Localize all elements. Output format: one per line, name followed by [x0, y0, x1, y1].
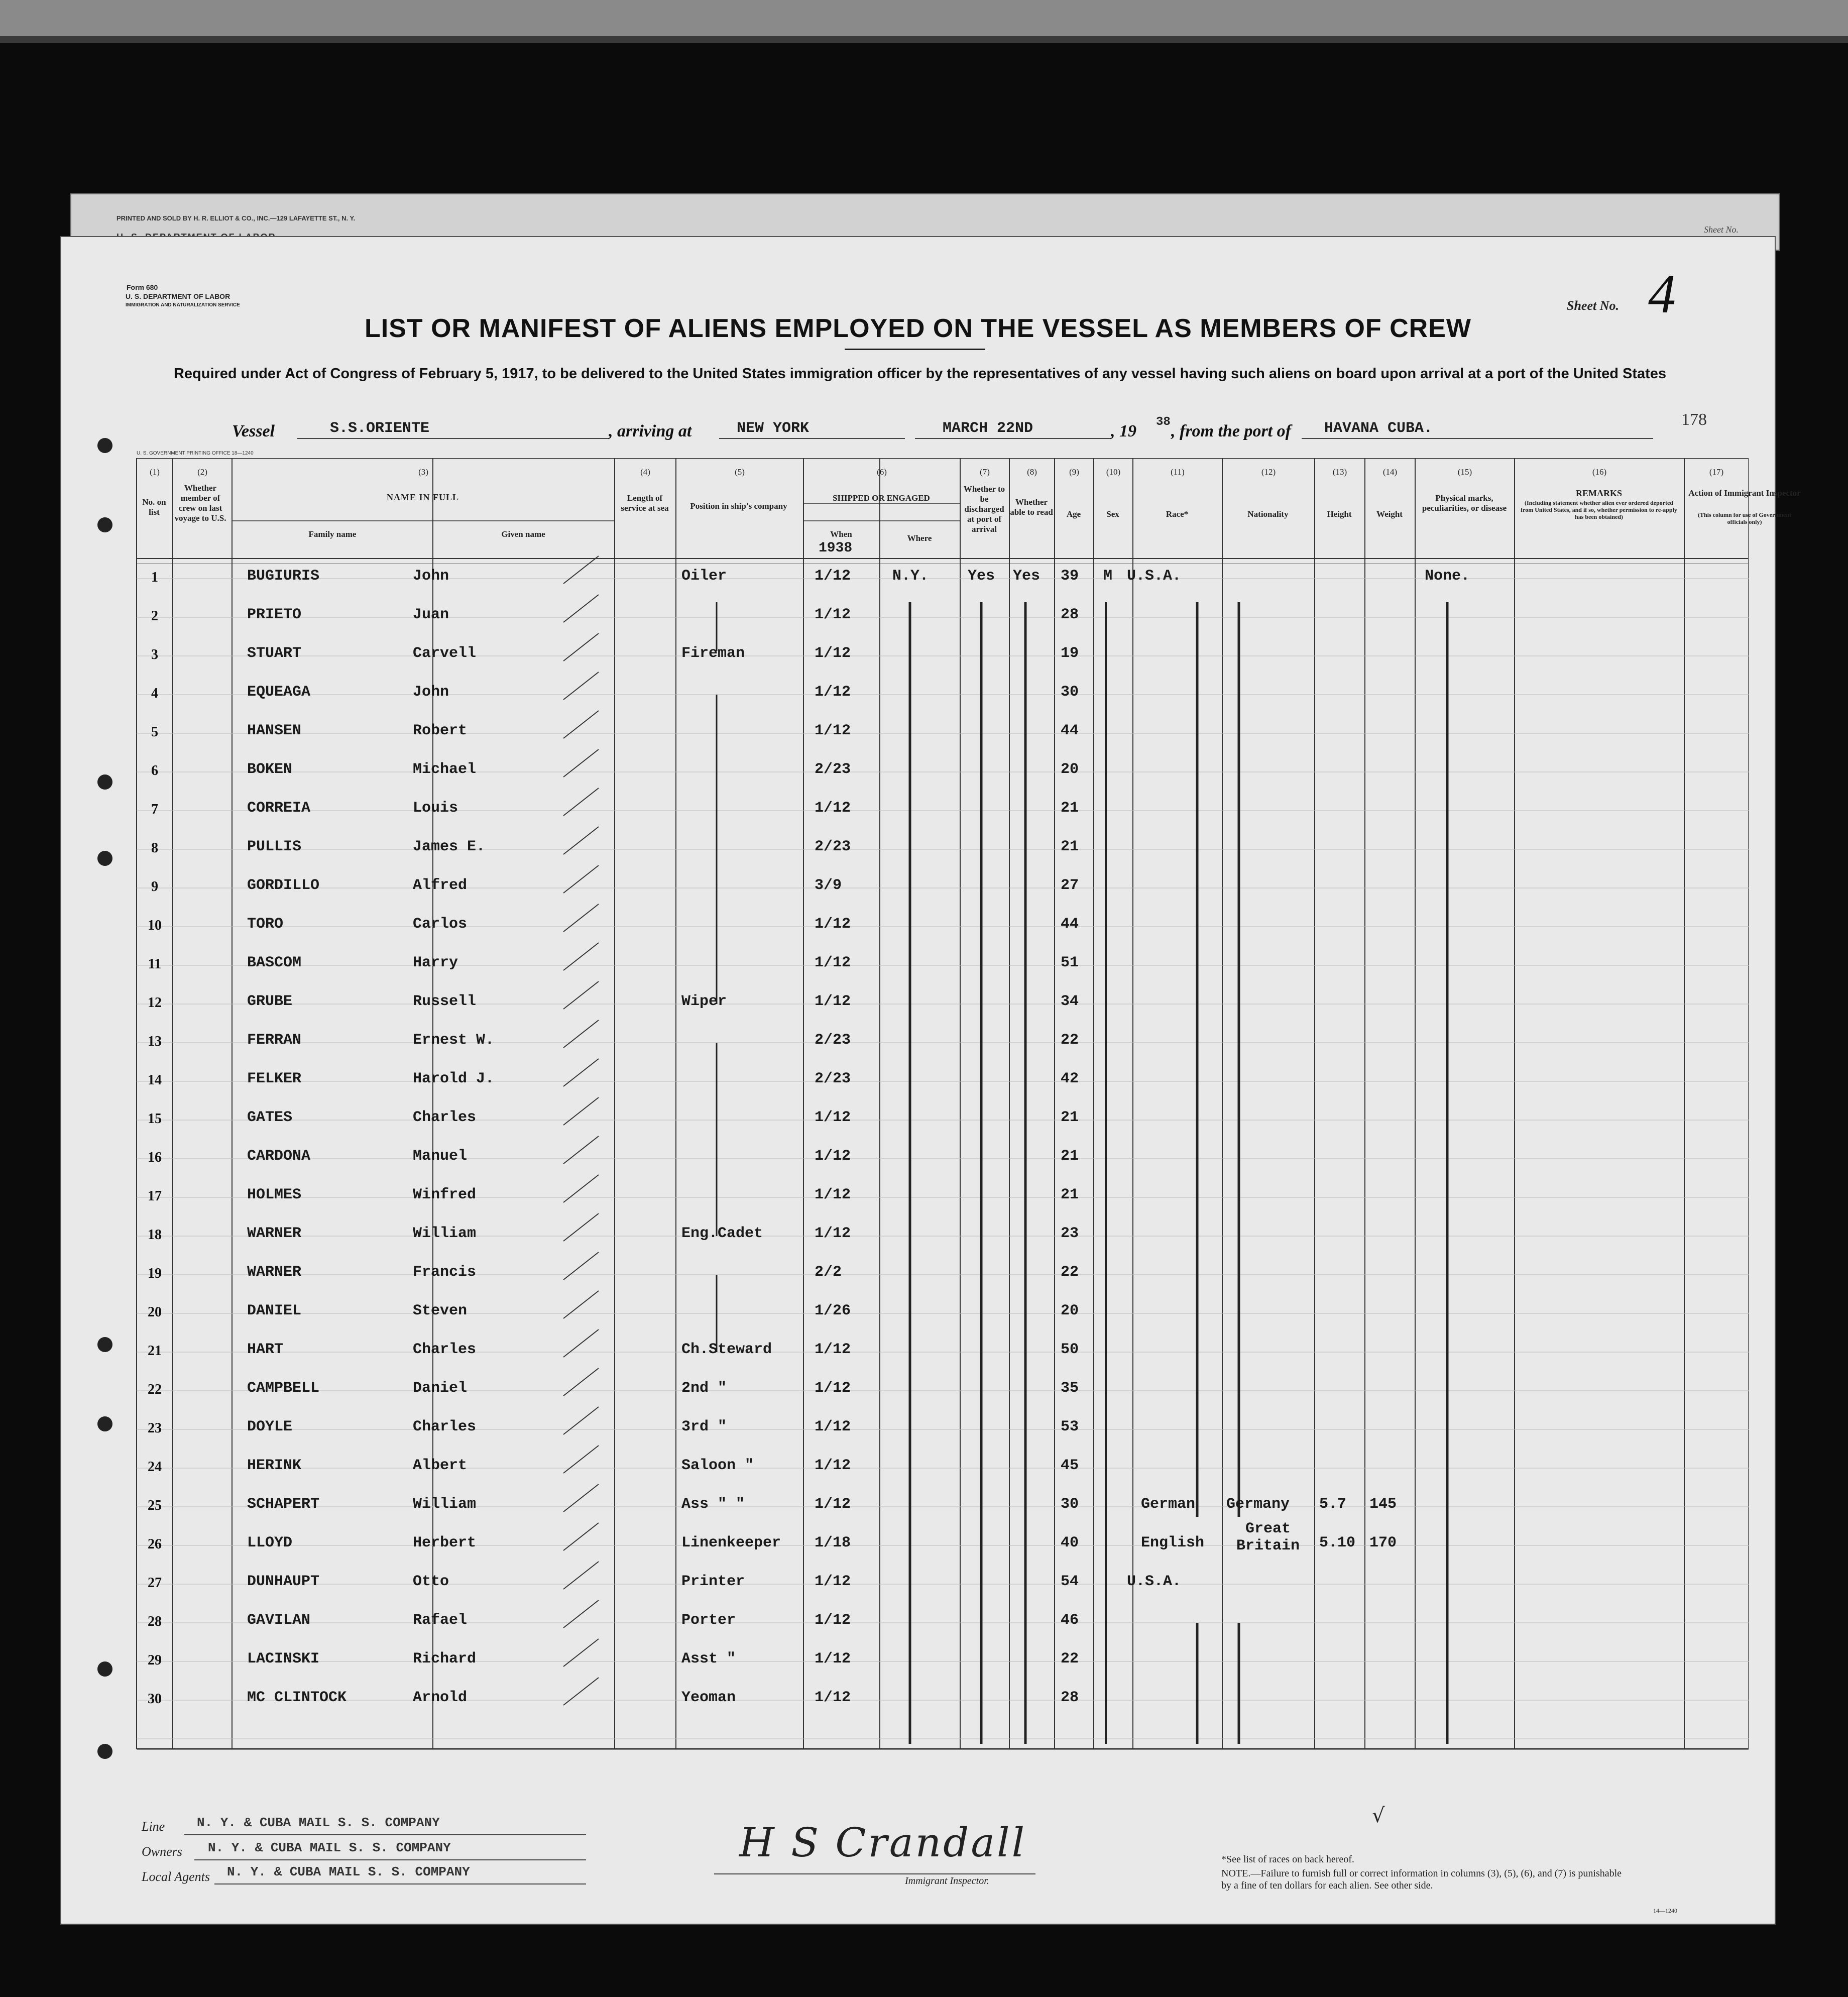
family-name: DOYLE	[247, 1418, 293, 1435]
age: 23	[1061, 1225, 1079, 1242]
family-name: PULLIS	[247, 838, 302, 855]
colnum-1: (1)	[150, 467, 160, 477]
age: 27	[1061, 877, 1079, 894]
header-name-in-full: NAME IN FULL	[386, 492, 459, 502]
form-code: 14—1240	[1653, 1907, 1677, 1914]
check-stroke-icon	[563, 788, 599, 816]
age: 40	[1061, 1534, 1079, 1551]
colnum-14: (14)	[1382, 467, 1398, 477]
shipped-when: 1/12	[815, 1650, 851, 1668]
position: Yeoman	[681, 1689, 736, 1706]
given-name: Richard	[413, 1650, 477, 1668]
age: 22	[1061, 1650, 1079, 1668]
age: 42	[1061, 1070, 1079, 1087]
header-length-service: Length of service at sea	[621, 493, 669, 513]
shipped-when: 2/23	[815, 838, 851, 855]
row-number: 20	[148, 1304, 162, 1320]
position: Printer	[681, 1573, 745, 1590]
shipped-when: 1/12	[815, 1225, 851, 1242]
family-name: GRUBE	[247, 993, 293, 1010]
header-remarks-sub: (Including statement whether alien ever ordered deported from United States, and if so, whether permission to re-apply has been obtained)	[1521, 499, 1677, 520]
family-name: SCHAPERT	[247, 1496, 320, 1513]
row-number: 22	[148, 1382, 162, 1397]
weight: 145	[1369, 1496, 1397, 1513]
race: English	[1141, 1534, 1205, 1551]
shipped-when: 1/26	[815, 1302, 851, 1319]
shipped-when: 1/12	[815, 954, 851, 971]
family-name: DUNHAUPT	[247, 1573, 320, 1590]
position: Fireman	[681, 645, 745, 662]
sheet-label: Sheet No.	[1567, 298, 1619, 313]
family-name: CORREIA	[247, 800, 311, 817]
family-name: WARNER	[247, 1264, 302, 1281]
header-no-on-list: No. on list	[142, 497, 166, 517]
given-name: Winfred	[413, 1186, 477, 1203]
form-service: IMMIGRATION AND NATURALIZATION SERVICE	[126, 302, 240, 308]
inspector-label: Immigrant Inspector.	[905, 1875, 989, 1887]
shipped-when: 1/12	[815, 1148, 851, 1165]
age: 50	[1061, 1341, 1079, 1358]
header-sex: Sex	[1106, 509, 1119, 519]
given-name: Louis	[413, 800, 458, 817]
check-stroke-icon	[563, 1136, 599, 1164]
year-suffix: 38	[1156, 415, 1171, 429]
check-stroke-icon	[563, 1484, 599, 1512]
row-number: 6	[151, 763, 158, 779]
shipped-when: 1/12	[815, 1341, 851, 1358]
vessel-name: S.S.ORIENTE	[330, 420, 430, 437]
family-name: HOLMES	[247, 1186, 302, 1203]
scan-top-shadow	[0, 36, 1848, 43]
family-name: HERINK	[247, 1457, 302, 1474]
physical-marks: None.	[1425, 568, 1470, 585]
row-number: 27	[148, 1575, 162, 1591]
family-name: GATES	[247, 1109, 293, 1126]
check-stroke-icon	[563, 904, 599, 932]
shipped-when: 1/12	[815, 1109, 851, 1126]
given-name: William	[413, 1225, 477, 1242]
row-number: 1	[151, 570, 158, 585]
row-number: 25	[148, 1498, 162, 1513]
binder-hole-icon	[97, 1416, 112, 1431]
row-number: 23	[148, 1420, 162, 1436]
age: 20	[1061, 1302, 1079, 1319]
given-name: William	[413, 1496, 477, 1513]
age: 21	[1061, 800, 1079, 817]
position: Ass " "	[681, 1496, 745, 1513]
races-note: *See list of races on back hereof.	[1221, 1854, 1354, 1865]
page-title: LIST OR MANIFEST OF ALIENS EMPLOYED ON THE VESSEL AS MEMBERS OF CREW	[365, 314, 1471, 343]
row-number: 2	[151, 608, 158, 624]
family-name: BOKEN	[247, 761, 293, 778]
row-number: 4	[151, 686, 158, 701]
shipped-when: 2/23	[815, 761, 851, 778]
check-stroke-icon	[563, 1329, 599, 1357]
check-stroke-icon	[563, 1523, 599, 1550]
position: Linenkeeper	[681, 1534, 781, 1551]
age: 20	[1061, 761, 1079, 778]
agents-underline	[214, 1883, 586, 1884]
family-name: DANIEL	[247, 1302, 302, 1319]
binder-hole-icon	[97, 1337, 112, 1352]
check-stroke-icon	[563, 827, 599, 854]
given-name: Arnold	[413, 1689, 468, 1706]
family-name: LACINSKI	[247, 1650, 320, 1668]
family-name: STUART	[247, 645, 302, 662]
position: Ch.Steward	[681, 1341, 772, 1358]
age: 54	[1061, 1573, 1079, 1590]
header-discharged: Whether to be discharged at port of arrival	[963, 484, 1005, 534]
age: 21	[1061, 1109, 1079, 1126]
header-nationality: Nationality	[1247, 509, 1289, 519]
header-where: Where	[907, 533, 932, 543]
header-remarks: REMARKS	[1575, 488, 1622, 498]
check-stroke-icon	[563, 556, 599, 584]
colnum-9: (9)	[1069, 467, 1079, 477]
family-name: MC CLINTOCK	[247, 1689, 347, 1706]
row-number: 26	[148, 1536, 162, 1552]
position: Saloon "	[681, 1457, 754, 1474]
shipped-when: 2/23	[815, 1070, 851, 1087]
family-name: WARNER	[247, 1225, 302, 1242]
owners-value: N. Y. & CUBA MAIL S. S. COMPANY	[208, 1840, 451, 1855]
age: 51	[1061, 954, 1079, 971]
shipped-when: 1/12	[815, 1457, 851, 1474]
check-mark-icon: √	[1372, 1804, 1385, 1827]
row-number: 18	[148, 1227, 162, 1243]
given-name: Steven	[413, 1302, 468, 1319]
family-name: PRIETO	[247, 606, 302, 623]
check-stroke-icon	[563, 1175, 599, 1202]
shipped-when: 1/12	[815, 722, 851, 739]
year-prefix: , 19	[1111, 422, 1136, 440]
check-stroke-icon	[563, 633, 599, 661]
given-name: Harry	[413, 954, 458, 971]
check-stroke-icon	[563, 672, 599, 700]
shipped-when: 1/12	[815, 568, 851, 585]
age: 21	[1061, 838, 1079, 855]
age: 53	[1061, 1418, 1079, 1435]
form-dept: U. S. DEPARTMENT OF LABOR	[126, 292, 230, 300]
line-value: N. Y. & CUBA MAIL S. S. COMPANY	[197, 1815, 440, 1830]
shipped-when: 1/12	[815, 1418, 851, 1435]
penalty-note: NOTE.—Failure to furnish full or correct information in columns (3), (5), (6), and (7) is punishable by a fine of ten dollars for each alien. See other side.	[1221, 1868, 1622, 1891]
row-number: 13	[148, 1034, 162, 1049]
given-name: John	[413, 568, 449, 585]
shipped-when: 1/12	[815, 1496, 851, 1513]
colnum-3: (3)	[418, 467, 428, 477]
family-name: CAMPBELL	[247, 1380, 320, 1397]
row-number: 11	[148, 956, 162, 972]
row-number: 30	[148, 1691, 162, 1707]
check-stroke-icon	[563, 1678, 599, 1705]
row-number: 3	[151, 647, 158, 662]
shipped-when: 1/12	[815, 606, 851, 623]
age: 39	[1061, 568, 1079, 585]
line-underline	[184, 1834, 586, 1835]
age: 44	[1061, 722, 1079, 739]
family-name: BASCOM	[247, 954, 302, 971]
given-name: James E.	[413, 838, 486, 855]
header-physical-marks: Physical marks, peculiarities, or disease	[1422, 493, 1507, 513]
row-number: 14	[148, 1072, 162, 1088]
check-stroke-icon	[563, 865, 599, 893]
able-to-read: Yes	[1013, 568, 1041, 585]
header-inspector-action: Action of Immigrant Inspector	[1688, 488, 1801, 498]
printing-office: U. S. GOVERNMENT PRINTING OFFICE 18—1240	[137, 451, 254, 456]
race: German	[1141, 1496, 1196, 1513]
row-number: 8	[151, 840, 158, 856]
page-subtitle: Required under Act of Congress of February 5, 1917, to be delivered to the United States immigration officer by the representatives of any vessel having such aliens on board upon arrival at a port of the United States	[173, 366, 1667, 382]
sex: M	[1103, 568, 1113, 585]
binder-hole-icon	[97, 438, 112, 453]
given-name: Carlos	[413, 916, 468, 933]
row-number: 21	[148, 1343, 162, 1359]
shipped-when: 1/12	[815, 1689, 851, 1706]
nationality: U.S.A.	[1127, 1573, 1182, 1590]
given-name: Charles	[413, 1109, 477, 1126]
shipped-when: 1/12	[815, 916, 851, 933]
check-stroke-icon	[563, 595, 599, 622]
row-number: 19	[148, 1266, 162, 1281]
shipped-when: 1/12	[815, 800, 851, 817]
family-name: CARDONA	[247, 1148, 311, 1165]
header-shipped-engaged: SHIPPED OR ENGAGED	[833, 493, 930, 503]
form-number: Form 680	[127, 283, 158, 291]
given-name: Michael	[413, 761, 477, 778]
check-stroke-icon	[563, 981, 599, 1009]
scan-top-strip	[0, 0, 1848, 36]
colnum-5: (5)	[735, 467, 745, 477]
header-when: When	[830, 529, 852, 539]
check-stroke-icon	[563, 1097, 599, 1125]
age: 30	[1061, 1496, 1079, 1513]
given-name: Herbert	[413, 1534, 477, 1551]
colnum-13: (13)	[1332, 467, 1347, 477]
check-stroke-icon	[563, 1368, 599, 1396]
header-height: Height	[1327, 509, 1352, 519]
given-name: Rafael	[413, 1612, 468, 1629]
binder-hole-icon	[97, 517, 112, 532]
vessel-label: Vessel	[232, 422, 275, 440]
age: 45	[1061, 1457, 1079, 1474]
row-number: 5	[151, 724, 158, 740]
family-name: HANSEN	[247, 722, 302, 739]
given-name: John	[413, 684, 449, 701]
given-name: Charles	[413, 1341, 477, 1358]
check-stroke-icon	[563, 1020, 599, 1048]
age: 34	[1061, 993, 1079, 1010]
given-name: Otto	[413, 1573, 449, 1590]
family-name: HART	[247, 1341, 284, 1358]
age: 22	[1061, 1032, 1079, 1049]
given-name: Francis	[413, 1264, 477, 1281]
height: 5.10	[1319, 1534, 1356, 1551]
inspector-signature: H S Crandall	[739, 1819, 1027, 1866]
arrival-port: NEW YORK	[737, 420, 810, 437]
family-name: BUGIURIS	[247, 568, 320, 585]
discharged: Yes	[968, 568, 995, 585]
owners-label: Owners	[142, 1844, 182, 1859]
check-stroke-icon	[563, 1407, 599, 1434]
row-number: 16	[148, 1150, 162, 1165]
manifest-grid	[111, 458, 1749, 1784]
given-name: Harold J.	[413, 1070, 495, 1087]
arrival-date: MARCH 22ND	[943, 420, 1033, 437]
given-name: Charles	[413, 1418, 477, 1435]
given-name: Robert	[413, 722, 468, 739]
row-number: 12	[148, 995, 162, 1011]
row-number: 24	[148, 1459, 162, 1475]
check-stroke-icon	[563, 1446, 599, 1473]
given-name: Carvell	[413, 645, 477, 662]
header-given-name: Given name	[501, 529, 545, 539]
shipped-when: 1/12	[815, 1573, 851, 1590]
family-name: FERRAN	[247, 1032, 302, 1049]
position: Eng.Cadet	[681, 1225, 763, 1242]
shipped-when: 1/12	[815, 993, 851, 1010]
given-name: Manuel	[413, 1148, 468, 1165]
colnum-16: (16)	[1592, 467, 1607, 477]
position: 3rd "	[681, 1418, 727, 1435]
check-stroke-icon	[563, 711, 599, 738]
check-stroke-icon	[563, 1252, 599, 1280]
age: 28	[1061, 1689, 1079, 1706]
age: 21	[1061, 1186, 1079, 1203]
line-label: Line	[142, 1819, 165, 1834]
shipped-where: N.Y.	[892, 568, 929, 585]
row-number: 15	[148, 1111, 162, 1127]
check-stroke-icon	[563, 1059, 599, 1086]
age: 19	[1061, 645, 1079, 662]
position: Oiler	[681, 568, 727, 585]
height: 5.7	[1319, 1496, 1347, 1513]
colnum-4: (4)	[640, 467, 650, 477]
given-name: Alfred	[413, 877, 468, 894]
age: 28	[1061, 606, 1079, 623]
row-number: 7	[151, 802, 158, 817]
header-position: Position in ship's company	[690, 501, 787, 511]
shipped-when: 1/12	[815, 1380, 851, 1397]
under-sheet-label: Sheet No.	[1704, 225, 1739, 235]
row-number: 29	[148, 1652, 162, 1668]
from-port: HAVANA CUBA.	[1324, 420, 1433, 437]
age: 21	[1061, 1148, 1079, 1165]
header-when-year: 1938	[819, 540, 853, 556]
colnum-2: (2)	[197, 467, 207, 477]
arriving-label: , arriving at	[609, 422, 692, 440]
from-port-label: , from the port of	[1171, 422, 1291, 440]
shipped-when: 2/2	[815, 1264, 842, 1281]
given-name: Juan	[413, 606, 449, 623]
row-number: 9	[151, 879, 158, 895]
check-stroke-icon	[563, 1291, 599, 1318]
age: 35	[1061, 1380, 1079, 1397]
position: Asst "	[681, 1650, 736, 1668]
row-number: 17	[148, 1188, 162, 1204]
age: 44	[1061, 916, 1079, 933]
given-name: Albert	[413, 1457, 468, 1474]
header-able-to-read: Whether able to read	[1010, 497, 1053, 517]
shipped-when: 1/12	[815, 1186, 851, 1203]
nationality: Germany	[1226, 1496, 1290, 1513]
given-name: Russell	[413, 993, 477, 1010]
owners-underline	[194, 1859, 586, 1860]
header-age: Age	[1066, 509, 1081, 519]
binder-hole-icon	[97, 1661, 112, 1677]
binder-hole-icon	[97, 851, 112, 866]
shipped-when: 1/12	[815, 684, 851, 701]
check-stroke-icon	[563, 1562, 599, 1589]
age: 46	[1061, 1612, 1079, 1629]
position: 2nd "	[681, 1380, 727, 1397]
colnum-15: (15)	[1457, 467, 1472, 477]
colnum-12: (12)	[1261, 467, 1276, 477]
position: Wiper	[681, 993, 727, 1010]
row-number: 10	[148, 918, 162, 933]
family-name: EQUEAGA	[247, 684, 311, 701]
colnum-17: (17)	[1709, 467, 1724, 477]
age: 30	[1061, 684, 1079, 701]
family-name: TORO	[247, 916, 284, 933]
title-underline	[845, 349, 985, 350]
header-race: Race*	[1166, 509, 1189, 519]
binder-hole-icon	[97, 1744, 112, 1759]
agents-label: Local Agents	[142, 1869, 210, 1884]
header-family-name: Family name	[308, 529, 357, 539]
header-inspector-sub: (This column for use of Government officials only)	[1697, 511, 1792, 525]
given-name: Ernest W.	[413, 1032, 495, 1049]
shipped-when: 1/12	[815, 645, 851, 662]
family-name: LLOYD	[247, 1534, 293, 1551]
colnum-8: (8)	[1027, 467, 1037, 477]
position: Porter	[681, 1612, 736, 1629]
binder-hole-icon	[97, 774, 112, 790]
check-stroke-icon	[563, 1600, 599, 1628]
check-stroke-icon	[563, 1639, 599, 1667]
shipped-when: 2/23	[815, 1032, 851, 1049]
signature-underline	[714, 1873, 1035, 1874]
header-last-voyage: Whether member of crew on last voyage to U.S.	[174, 483, 226, 523]
age: 22	[1061, 1264, 1079, 1281]
colnum-6: (6)	[877, 467, 887, 477]
family-name: GORDILLO	[247, 877, 320, 894]
colnum-10: (10)	[1106, 467, 1121, 477]
stamp-number: 178	[1681, 410, 1707, 429]
header-weight: Weight	[1376, 509, 1403, 519]
sheet-number: 4	[1648, 263, 1676, 324]
nationality: U.S.A.	[1127, 568, 1182, 585]
colnum-7: (7)	[980, 467, 990, 477]
check-stroke-icon	[563, 749, 599, 777]
shipped-when: 1/12	[815, 1612, 851, 1629]
family-name: FELKER	[247, 1070, 302, 1087]
colnum-11: (11)	[1171, 467, 1185, 477]
agents-value: N. Y. & CUBA MAIL S. S. COMPANY	[227, 1864, 470, 1879]
family-name: GAVILAN	[247, 1612, 311, 1629]
shipped-when: 1/18	[815, 1534, 851, 1551]
given-name: Daniel	[413, 1380, 468, 1397]
check-stroke-icon	[563, 943, 599, 970]
under-form-printer: PRINTED AND SOLD BY H. R. ELLIOT & CO., INC.—129 LAFAYETTE ST., N. Y.	[117, 214, 356, 222]
manifest-page	[61, 237, 1801, 1924]
weight: 170	[1369, 1534, 1397, 1551]
shipped-when: 3/9	[815, 877, 842, 894]
nationality: Great Britain	[1236, 1520, 1300, 1555]
row-number: 28	[148, 1614, 162, 1629]
check-stroke-icon	[563, 1213, 599, 1241]
